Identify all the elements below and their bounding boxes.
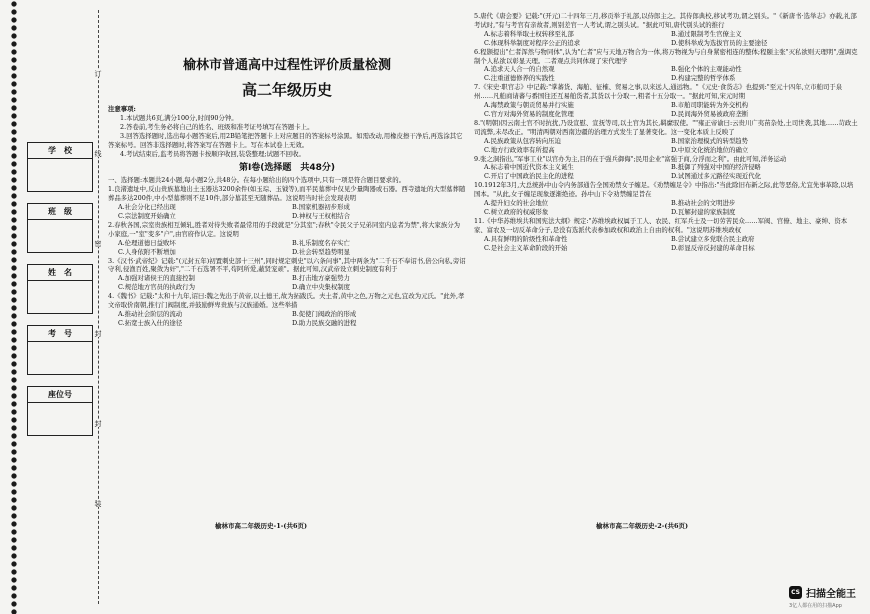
option-d[interactable]: D.神权与王权相结合 [292, 211, 351, 220]
option-c[interactable]: C.宗法制度开始确立 [118, 211, 176, 220]
option-b[interactable]: B.推动社会的文明进步 [671, 199, 736, 208]
option-c[interactable]: C.体现科举制度对程序公正的追求 [484, 38, 581, 47]
question-stem: 4.《魏书》记载:"太和十九年,诏曰:魏之先出于黄帝,以土德王,故为拓跋氏。夫土者,黄中之色,万物之元也,宜改为元氏。"此外,孝文帝取价南朝,推行门阀制度,并鼓励鲜卑贵族与汉族通婚。这些举措 [108, 292, 465, 310]
option-b[interactable]: B.通过限制考生官僚主义 [671, 29, 742, 38]
question-5 [474, 12, 858, 48]
question-stem: 8."(明朝)因云南土官不时抗扰,乃设宣慰、宣抚等司,以土官为其长,羁縻驭使。""雍正帝谕曰:云贵川广夷苗杂处,土司世袭,其地……苛政土司流弊,未尽改正。"明清两朝对西南边疆的治理方式发生了显著变化。这一变化本质上反映了 [474, 118, 858, 136]
question-3 [108, 257, 466, 293]
option-a[interactable]: A.海禁政策与朝贡贸易并行实施 [484, 101, 574, 110]
option-d[interactable]: D.彰显反帝反封建的革命目标 [671, 243, 755, 252]
cut-mark: 线 [94, 150, 102, 157]
camscanner-icon: CS [789, 586, 802, 599]
question-stem: 1.良渚遗址中,反山贵族墓地出土玉器达3200余件(如玉琮、玉钺等),而平民墓葬中仅见少量陶器或石器。西寺遗址的大型墓葬随葬品多达200件,中小型墓葬则不足10件,部分墓甚至无随葬品。这说明当时社会发现表明 [108, 185, 466, 203]
option-c[interactable]: C.规范地方官员的执政行为 [118, 283, 195, 292]
option-a[interactable]: A.民族政策从包容转向压迫 [484, 136, 561, 145]
watermark-title: 扫描全能王 [806, 589, 856, 600]
question-stem: 5.唐代《唐会要》记载:"(开元)二十四年三月,移贡举于礼部,以侍郎主之。其侍郎典校,移试考功,谓之别头。"《新唐书·选举志》亦载,礼部考试时,"有与考官有亲故者,则别差官一人考试,谓之别头试。"据此可知,唐代别头试的推行 [474, 12, 857, 29]
scanner-watermark [789, 584, 867, 610]
option-a[interactable]: A.具有鲜明的阶级性和革命性 [484, 234, 568, 243]
school-field[interactable] [27, 142, 93, 192]
option-b[interactable]: B.抵御了列强对中国的经济侵略 [671, 163, 761, 172]
option-d[interactable]: D.构建完整的哲学体系 [671, 74, 736, 83]
cut-mark: 装 [94, 500, 102, 507]
option-a[interactable]: A.标志着中国近代资本主义诞生 [484, 163, 574, 172]
cut-mark: 订 [94, 70, 102, 77]
option-b[interactable]: B.国家治理模式的转型趋势 [671, 136, 749, 145]
option-b[interactable]: B.强化个体的主观能动性 [671, 65, 742, 74]
option-c[interactable]: C.人身依附不断增加 [118, 247, 176, 256]
question-stem: 7.《宋史·职官志》中记载:"掌蕃货、海舶、征榷、贸易之事,以来远人,通远物。"《元史·食货志》也提到:"至元十四年,立市舶司于泉州……凡舶商请蕃与番国往还互易舶货者,其货以十分取一,粗者十五分取一。"据此可知,宋元时期 [474, 83, 843, 101]
option-b[interactable]: B.打击地方豪强势力 [292, 274, 350, 283]
left-column [108, 12, 466, 328]
question-2 [108, 221, 466, 257]
cut-mark: 封 [94, 330, 102, 337]
option-a[interactable]: A.提升妇女的社会地位 [484, 199, 549, 208]
question-1 [108, 185, 466, 221]
section-title: 第Ⅰ卷(选择题 共48分) [238, 163, 336, 174]
question-stem: 2.春秋各国,宗室贵族相互倾轧,胜者对待失败者最常用的手段就是"分其室";春秋"令民父子兄弟同室内息者为禁",将大家族分为小家庭,一"室"变多"户",由官府作认定。这说明 [108, 220, 461, 238]
option-b[interactable]: B.市舶司职能转为外交机构 [671, 101, 749, 110]
option-a[interactable]: A.推动社会阶层的流动 [118, 309, 183, 318]
question-10 [474, 181, 858, 217]
class-label: 班 级 [28, 204, 92, 220]
option-b[interactable]: B.促使门阀政治的形成 [292, 309, 357, 318]
option-c[interactable]: C.拓宽士族入仕的途径 [118, 318, 183, 327]
cut-mark: 密 [94, 240, 102, 247]
student-info-binder [25, 18, 95, 563]
option-b[interactable]: B.国家机器初步形成 [292, 203, 350, 212]
option-d[interactable]: D.确立中央集权制度 [292, 283, 351, 292]
question-stem: 6.程颢提出"仁者浑然与物同体",认为"仁者"应与天地万物合为一体,将万物视为与自身紧密相连的整体;程颐主张"灭私欲则天理明",强调克制个人私欲以彰显天理。二者观点共同体现了宋代理学 [474, 47, 858, 65]
option-b[interactable]: B.尝试建立多党联合民主政府 [671, 234, 755, 243]
question-stem: 11.《中华苏维埃共和国宪法大纲》规定:"苏维埃政权属于工人、农民、红军兵士及一切劳苦民众……军阀、官僚、地主、豪绅、资本家、富农及一切反革命分子,是没有选派代表参加政权和政治上自由的权利。"这说明苏维埃政权 [474, 216, 848, 234]
notes-heading: 注意事项: [108, 105, 136, 113]
section-instructions: 一、选择题:本题共24小题,每小题2分,共48分。在每小题给出的四个选项中,只有一项是符合题目要求的。 [108, 176, 405, 185]
school-label: 学 校 [28, 143, 92, 159]
question-6 [474, 48, 858, 84]
cut-mark: 封 [94, 420, 102, 427]
question-4 [108, 292, 466, 328]
exam-number-field[interactable] [27, 325, 93, 375]
option-c[interactable]: C.是社会主义革命阶段的开始 [484, 243, 568, 252]
question-11 [474, 217, 858, 253]
right-column [474, 12, 858, 252]
page-footer-left: 榆林市高二年级历史-1-(共6页) [215, 522, 308, 530]
name-field[interactable] [27, 264, 93, 314]
option-d[interactable]: D.社会转型趋势明显 [292, 247, 351, 256]
watermark-subtitle: 3亿人都在用的扫描App [789, 603, 842, 609]
option-d[interactable]: D.试图通过多元路径实现近代化 [671, 172, 762, 181]
page-footer-right: 榆林市高二年级历史-2-(共6页) [596, 522, 689, 530]
note-item: 4.考试结束后,监考员将答题卡按顺序收回,装袋整理;试题不回收。 [120, 149, 305, 158]
option-d[interactable]: D.使科举成为选拔官员的主要途径 [671, 38, 768, 47]
binding-line [98, 10, 99, 604]
option-c[interactable]: C.官方对海外贸易的制度化管理 [484, 109, 574, 118]
option-c[interactable]: C.地方行政效率有所提高 [484, 145, 555, 154]
note-item: 1.本试题共6页,满分100分,时间90分钟。 [120, 113, 238, 122]
option-d[interactable]: D.民间海外贸易被政府垄断 [671, 109, 749, 118]
question-stem: 10.1912年3月,大总统孙中山令内务部通告全国劝禁女子缠足。《劝禁缠足令》中指出:"当此除旧布新之际,此等恶俗,尤宜先事革除,以培国本。"从此,女子缠足现象逐渐绝迹。孙中山下令劝禁缠足旨在 [474, 181, 854, 199]
option-c[interactable]: C.树立政府的权威形象 [484, 207, 549, 216]
option-a[interactable]: A.社会分化已经出现 [118, 203, 176, 212]
option-a[interactable]: A.伦理道德日益败坏 [118, 238, 176, 247]
option-d[interactable]: D.助力民族交融的进程 [292, 318, 357, 327]
seat-number-label: 座位号 [28, 387, 92, 403]
option-c[interactable]: C.开启了中国政治民主化的进程 [484, 172, 574, 181]
seat-number-field[interactable] [27, 386, 93, 436]
exam-subject: 高二年级历史 [241, 81, 332, 99]
question-8 [474, 119, 858, 155]
exam-title: 榆林市普通高中过程性评价质量检测 [182, 58, 391, 73]
option-b[interactable]: B.礼乐制度名存实亡 [292, 238, 350, 247]
question-7 [474, 83, 858, 119]
option-a[interactable]: A.加强对诸侯王的直接控制 [118, 274, 195, 283]
note-item: 2.答卷前,考生务必将自己的姓名、班级和准考证号填写在答题卡上。 [120, 122, 314, 131]
exam-number-label: 考 号 [28, 326, 92, 342]
note-item: 3.回答选择题时,选出每小题答案后,用2B铅笔把答题卡上对应题目的答案标号涂黑。如需改动,用橡皮擦干净后,再选涂其它答案标号。回答非选择题时,将答案写在答题卡上。写在本试卷上无效。 [108, 131, 463, 149]
option-d[interactable]: D.中原文化统治地位的确立 [671, 145, 749, 154]
question-9 [474, 155, 858, 182]
option-d[interactable]: D.瓦解封建的家族制度 [671, 207, 736, 216]
class-field[interactable] [27, 203, 93, 253]
binder-holes [6, 0, 22, 614]
option-c[interactable]: C.注重道德修养的实践性 [484, 74, 555, 83]
option-a[interactable]: A.标志着科举取士权转移至礼部 [484, 29, 574, 38]
question-stem: 3.《汉书·武帝纪》记载:"(元封五年)初置刺史部十三州",同时规定刺史"以六条问事",其中两条为"二千石不奉诏书,倍公向私,旁诏守利,侵渔百姓,聚敛为奸","二千石选署不平,苟阿所爱,蔽贤宠顽"。据此可知,汉武帝设立刺史制度有利于 [108, 256, 466, 274]
option-a[interactable]: A.追求天人合一的自然观 [484, 65, 555, 74]
name-label: 姓 名 [28, 265, 92, 281]
question-stem: 9.张之洞指出,"军事工业"以官办为主,目的在于强兵御侮";民用企业"富强于商,分浮而之利"。由此可知,洋务运动 [474, 154, 787, 163]
